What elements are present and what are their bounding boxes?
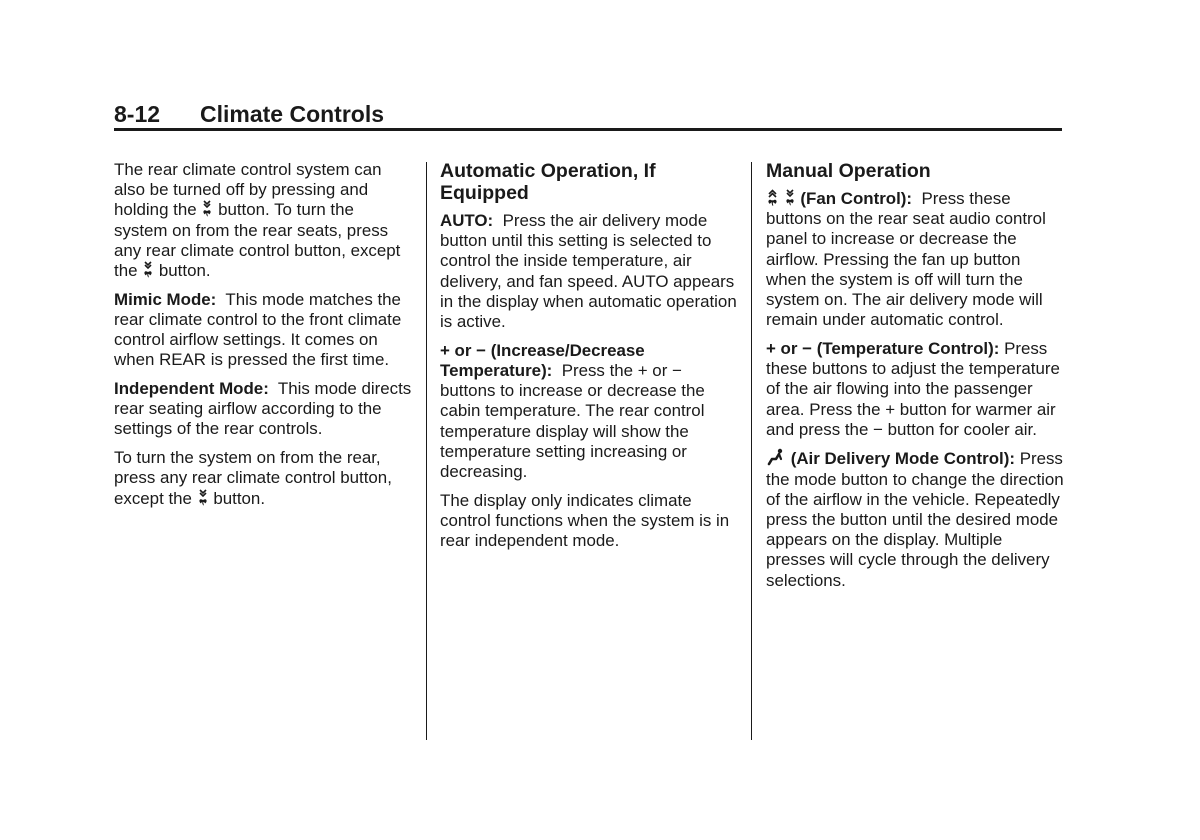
temp-paragraph <box>440 341 740 482</box>
temperature-control-paragraph <box>766 339 1064 440</box>
air-delivery-paragraph <box>766 448 1064 590</box>
column-3 <box>766 160 1064 599</box>
air-delivery-label: (Air Delivery Mode Control): <box>790 449 1015 469</box>
automatic-operation-heading: Automatic Operation, If Equipped <box>440 160 656 204</box>
temp-text: Press the + or − buttons to increase or decrease the cabin temperature. The rear control temperature display will show the temperature setting increasing or decreasing. <box>440 360 705 481</box>
temp-label: + or − (Increase/Decrease Temperature): <box>440 340 645 380</box>
fan-down-icon <box>198 489 208 506</box>
text-segment: The rear climate control system can also be turned off by pressing and holding the <box>114 160 382 220</box>
fan-control-paragraph <box>766 189 1064 330</box>
independent-mode-text: This mode directs rear seating airflow according to the settings of the rear controls. <box>114 379 412 439</box>
rear-on-paragraph <box>114 448 412 509</box>
column-2 <box>440 160 740 560</box>
manual-operation-heading: Manual Operation <box>766 160 931 182</box>
fan-control-text: Press these buttons on the rear seat audio control panel to increase or decrease the airflow. Pressing the fan up button when the system is off will turn the system on. The air delivery mode will remain under automatic control. <box>766 189 1046 330</box>
column-1 <box>114 160 412 517</box>
text-segment: button. To turn the system on from the rear seats, press any rear climate control button, except the <box>114 200 401 281</box>
auto-paragraph <box>440 211 740 332</box>
column-divider-1 <box>426 162 427 740</box>
display-paragraph: The display only indicates climate control functions when the system is in rear independent mode. <box>440 490 730 551</box>
independent-mode-paragraph <box>114 379 412 440</box>
text-segment: To turn the system on from the rear, press any rear climate control button, except the <box>114 448 392 508</box>
fan-down-icon <box>785 189 795 206</box>
temperature-control-text: Press these buttons to adjust the temperature of the air flowing into the passenger area. Press the + button for warmer air and press the − button for cooler air. <box>766 338 1060 439</box>
air-delivery-text: Press the mode button to change the direction of the airflow in the vehicle. Repeatedly press the button until the desired mode appears on the display. Multiple presses will cycle through the delivery selections. <box>766 449 1064 590</box>
fan-control-label: (Fan Control): <box>800 189 913 208</box>
rear-off-paragraph <box>114 160 412 281</box>
independent-mode-label: Independent Mode: <box>114 379 269 399</box>
page-header <box>114 100 1062 128</box>
page-title: Climate Controls <box>200 101 385 127</box>
air-delivery-mode-icon <box>767 448 785 466</box>
header-rule <box>114 128 1062 131</box>
mimic-mode-label: Mimic Mode: <box>114 289 217 309</box>
temperature-control-label: + or − (Temperature Control): <box>766 338 1000 358</box>
text-segment: button. <box>213 488 266 508</box>
column-divider-2 <box>751 162 752 740</box>
auto-text: Press the air delivery mode button until this setting is selected to control the inside temperature, air delivery, and fan speed. AUTO appears in the display when automatic operation is active. <box>440 211 737 332</box>
fan-down-icon <box>202 200 212 217</box>
text-segment: button. <box>158 261 211 281</box>
mimic-mode-text: This mode matches the rear climate control to the front climate control airflow settings. It comes on when REAR is pressed the first time. <box>114 289 402 370</box>
fan-down-icon <box>143 261 153 278</box>
auto-label: AUTO: <box>440 211 494 230</box>
mimic-mode-paragraph <box>114 290 412 371</box>
fan-up-icon <box>767 189 778 206</box>
page-number: 8-12 <box>114 101 161 127</box>
